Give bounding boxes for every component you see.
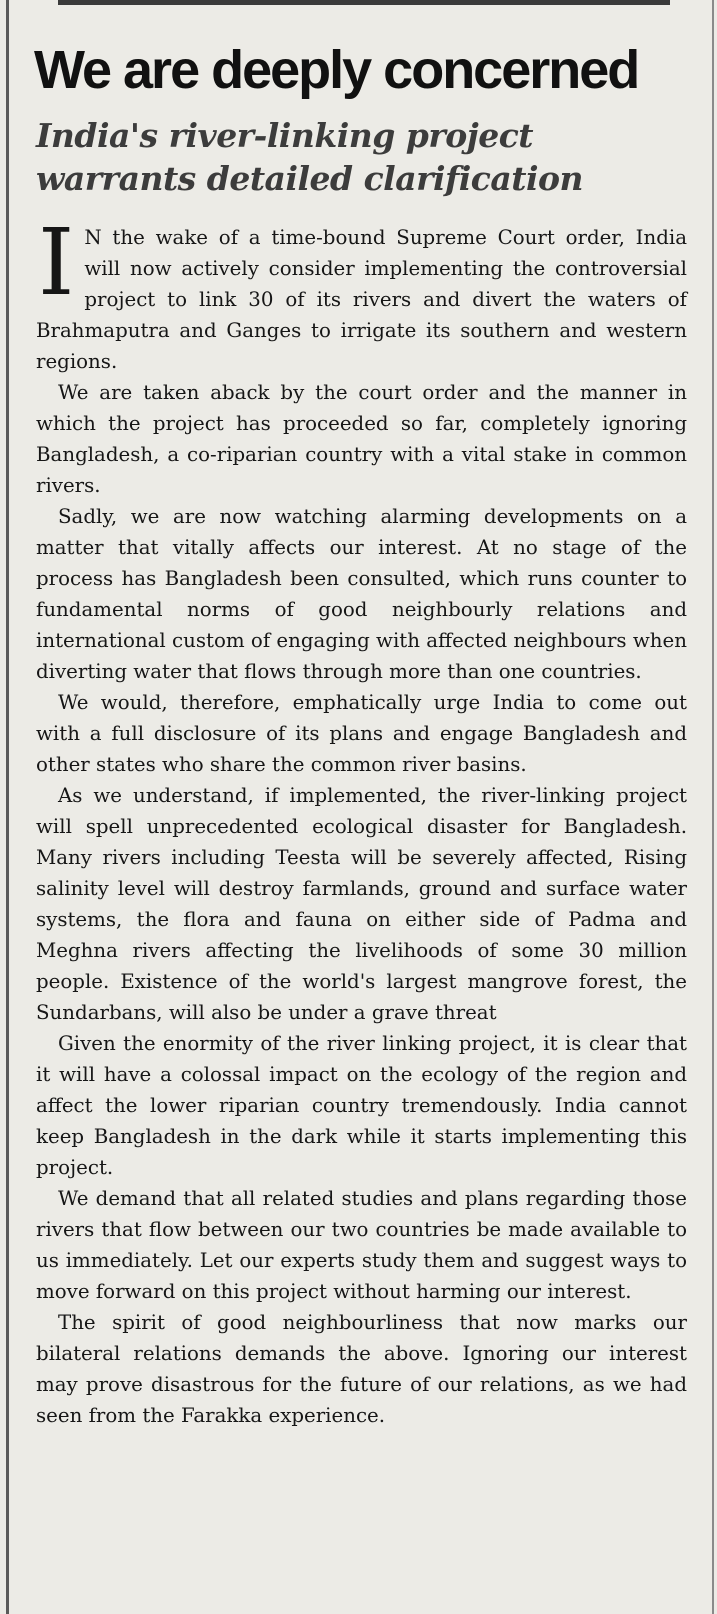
paragraph-3: Sadly, we are now watching alarming developments on a matter that vitally affects our interest. At no stage of the process has Bangladesh been consulted, which runs counter to fundamental norms of good neighbourly relations and international custom of engaging with affected neighbours when diverting water that flows through more than one countries. <box>36 505 687 683</box>
paragraph-8: The spirit of good neighbourliness that now marks our bilateral relations demands the above. Ignoring our interest may prove disastrous for the future of our relations, as we had seen from the Farakka experience. <box>36 1311 687 1427</box>
paragraph-1 <box>36 209 687 377</box>
paragraph-2: We are taken aback by the court order and the manner in which the project has proceeded so far, completely ignoring Bangladesh, a co-riparian country with a vital stake in common rivers. <box>36 381 687 497</box>
paragraph-1-text: N the wake of a time-bound Supreme Court order, India will now actively consider implementing the controversial project to link 30 of its rivers and divert the waters of Brahmaputra and Ganges to irrigate its southern and western regions. <box>36 226 687 373</box>
left-column-rule <box>6 0 9 1614</box>
headline: We are deeply concerned <box>34 40 639 100</box>
paragraph-7: We demand that all related studies and plans regarding those rivers that flow between our two countries be made available to us immediately. Let our experts study them and suggest ways to move forward on this project without harming our interest. <box>36 1187 687 1303</box>
top-rule <box>58 0 670 5</box>
article-body <box>36 209 687 1431</box>
paragraph-6: Given the enormity of the river linking project, it is clear that it will have a colossal impact on the ecology of the region and affect the lower riparian country tremendously. India cannot keep Bangladesh in the dark while it starts implementing this project. <box>36 1032 687 1179</box>
paragraph-4: We would, therefore, emphatically urge India to come out with a full disclosure of its plans and engage Bangladesh and other states who share the common river basins. <box>36 691 687 776</box>
right-column-rule <box>712 0 714 1614</box>
drop-cap: I <box>38 209 75 316</box>
paragraph-5: As we understand, if implemented, the river-linking project will spell unprecedented ecological disaster for Bangladesh. Many rivers including Teesta will be severely affected, Rising salinity level will destroy farmlands, ground and surface water systems, the flora and fauna on either side of Padma and Meghna rivers affecting the livelihoods of some 30 million people. Existence of the world's largest mangrove forest, the Sundarbans, will also be under a grave threat <box>36 784 687 1024</box>
subhead: India's river-linking project warrants detailed clarification <box>36 116 583 198</box>
